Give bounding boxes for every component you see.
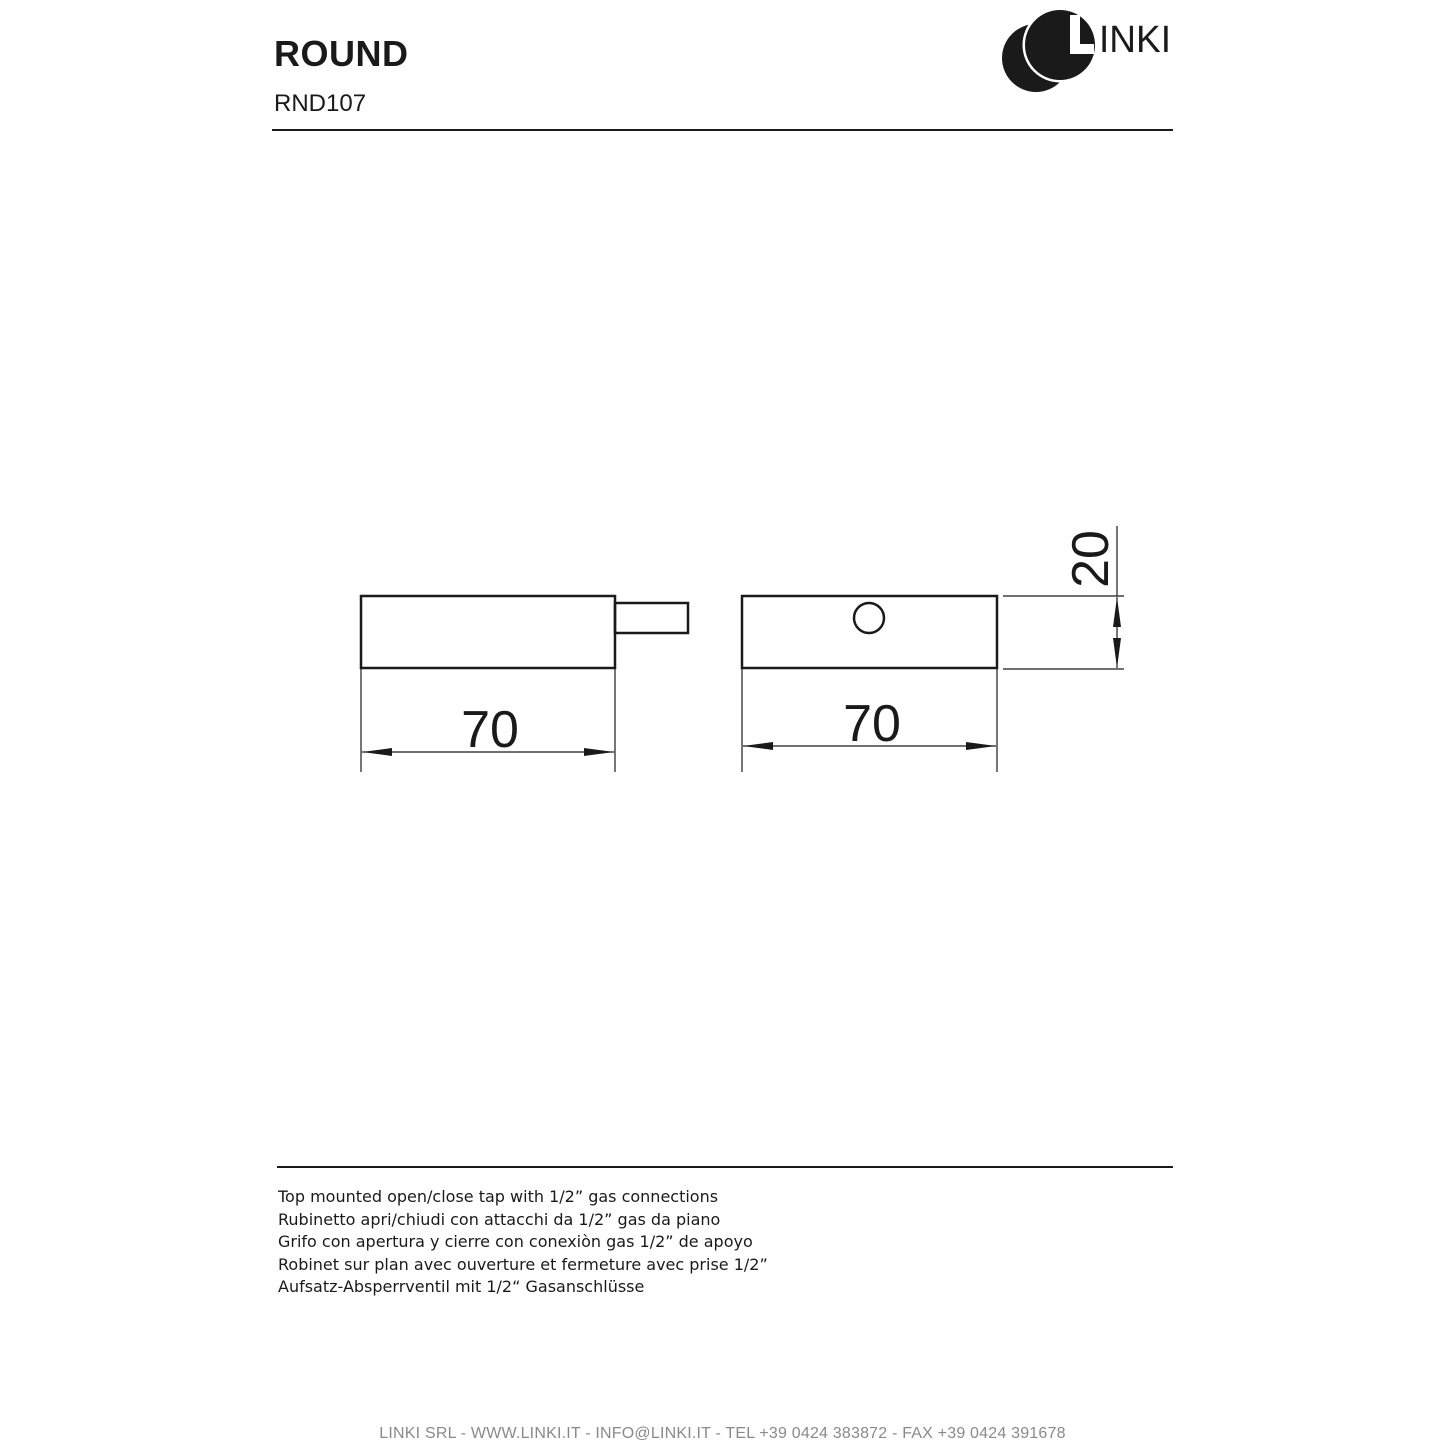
- spindle-hole: [854, 603, 884, 633]
- contact-footer: LINKI SRL - WWW.LINKI.IT - INFO@LINKI.IT - TEL +39 0424 383872 - FAX +39 0424 391678: [379, 1425, 1066, 1442]
- front-view: [742, 596, 997, 668]
- width-label-left: 70: [461, 701, 519, 759]
- front-view-body: [742, 596, 997, 668]
- description-line-fr: Robinet sur plan avec ouverture et fermeture avec prise 1/2”: [278, 1254, 768, 1274]
- description-line-de: Aufsatz-Absperrventil mit 1/2“ Gasanschlüsse: [278, 1277, 645, 1296]
- logo-text: INKI: [1099, 19, 1171, 61]
- width-label-right: 70: [843, 695, 901, 753]
- description-line-es: Grifo con apertura y cierre con conexiòn gas 1/2” de apoyo: [278, 1232, 753, 1251]
- description-line-en: Top mounted open/close tap with 1/2” gas connections: [278, 1187, 719, 1206]
- description-divider: [277, 1166, 1173, 1168]
- front-view-width-dimension: [742, 668, 997, 772]
- side-view: [361, 596, 688, 668]
- side-view-handle: [615, 603, 688, 633]
- product-description: [278, 1186, 768, 1299]
- height-dimension: [1003, 526, 1124, 669]
- description-line-it: Rubinetto apri/chiudi con attacchi da 1/2” gas da piano: [278, 1209, 721, 1229]
- product-title: ROUND: [274, 33, 409, 74]
- height-label: 20: [1062, 530, 1120, 588]
- side-view-width-dimension: [361, 668, 615, 772]
- side-view-body: [361, 596, 615, 668]
- linki-logo: [1000, 4, 1180, 96]
- product-code: RND107: [274, 90, 367, 117]
- header-divider: [272, 129, 1173, 131]
